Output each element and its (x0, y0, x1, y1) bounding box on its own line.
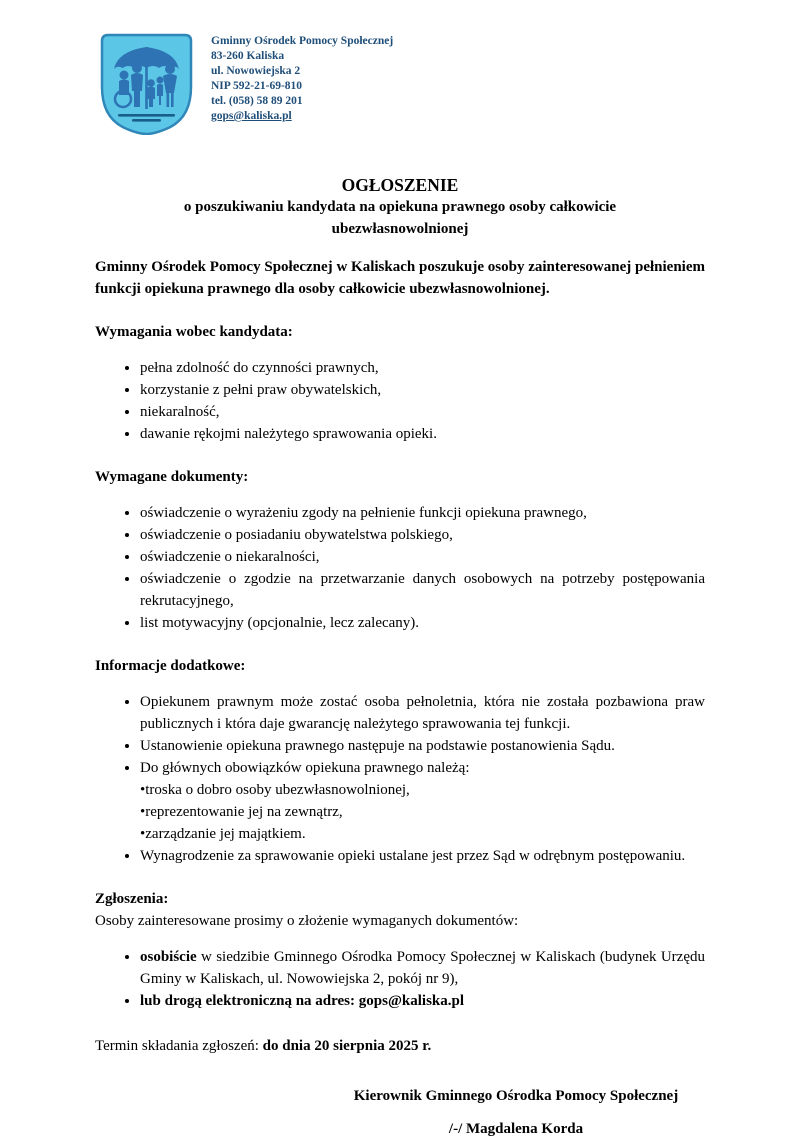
org-phone: tel. (058) 58 89 201 (211, 95, 303, 107)
org-nip: NIP 592-21-69-810 (211, 80, 303, 92)
bullet-list (95, 691, 705, 867)
bullet-item: • Ustanowienie opiekuna prawnego następuje na podstawie postanowienia Sądu. (140, 735, 705, 757)
title-block (95, 174, 705, 240)
org-name: Gminny Ośrodek Pomocy Społecznej (211, 35, 394, 47)
contact-block (211, 33, 393, 124)
bullet-item: • oświadczenie o wyrażeniu zgody na pełnienie funkcji opiekuna prawnego, (140, 502, 705, 524)
bullet-item: • Wynagrodzenie za sprawowanie opieki ustalane jest przez Sąd w odrębnym postępowaniu. (140, 845, 705, 867)
section-heading: Informacje dodatkowe: (95, 658, 246, 674)
application-method-item (140, 990, 705, 1012)
application-method-rest: w siedzibie Gminnego Ośrodka Pomocy Społecznej w Kaliskach (budynek Urzędu Gminy w Kaliskach, ul. Nowowiejska 2, pokój nr 9), (140, 949, 705, 987)
sub-bullet-item: • reprezentowanie jej na zewnątrz, (140, 801, 705, 823)
bullet-item: • niekaralność, (140, 401, 705, 423)
document-subtitle: o poszukiwaniu kandydata na opiekuna prawnego osoby całkowicie ubezwłasnowolnionej (183, 199, 617, 237)
bullet-item: • list motywacyjny (opcjonalnie, lecz zalecany). (140, 612, 705, 634)
section-0 (95, 321, 705, 445)
org-postal: 83-260 Kaliska (211, 50, 285, 62)
org-street: ul. Nowowiejska 2 (211, 65, 301, 77)
sub-bullet-item: • zarządzanie jej majątkiem. (140, 823, 705, 845)
sections-container (95, 321, 705, 867)
bullet-item: • pełna zdolność do czynności prawnych, (140, 357, 705, 379)
signature-block (335, 1085, 697, 1140)
deadline-label: Termin składania zgłoszeń: (95, 1038, 263, 1054)
bullet-item: • oświadczenie o posiadaniu obywatelstwa polskiego, (140, 524, 705, 546)
bullet-item: • korzystanie z pełni praw obywatelskich, (140, 379, 705, 401)
bullet-list (95, 357, 705, 445)
document-title: OGŁOSZENIE (341, 175, 459, 195)
bullet-list (95, 502, 705, 634)
section-1 (95, 466, 705, 634)
intro-paragraph: Gminny Ośrodek Pomocy Społecznej w Kaliskach poszukuje osoby zainteresowanej pełnieniem funkcji opiekuna prawnego dla osoby całkowicie ubezwłasnowolnionej. (95, 259, 705, 297)
deadline-value: do dnia 20 sierpnia 2025 r. (262, 1038, 432, 1054)
application-method-bold: lub drogą elektroniczną na adres: gops@kaliska.pl (140, 993, 465, 1009)
application-method-item (140, 946, 705, 990)
bullet-item: • oświadczenie o niekaralności, (140, 546, 705, 568)
org-email-link[interactable]: gops@kaliska.pl (211, 110, 292, 122)
applications-list (95, 946, 705, 1012)
gops-logo-shield-icon (100, 33, 193, 140)
applications-section (95, 888, 705, 1012)
section-2 (95, 655, 705, 867)
section-heading: Wymagane dokumenty: (95, 469, 249, 485)
deadline-line (95, 1035, 705, 1057)
bullet-item: • oświadczenie o zgodzie na przetwarzanie danych osobowych na potrzeby postępowania rekrutacyjnego, (140, 568, 705, 612)
section-heading: Wymagania wobec kandydata: (95, 324, 293, 340)
bullet-item: • Opiekunem prawnym może zostać osoba pełnoletnia, która nie została pozbawiona praw publicznych i która daje gwarancję należytego sprawowania tej funkcji. (140, 691, 705, 735)
bullet-item: • Do głównych obowiązków opiekuna prawnego należą: • troska o dobro osoby ubezwłasnowolnionej, • reprezentowanie jej na zewnątrz, • zarządzanie jej majątkiem. (140, 757, 705, 845)
application-method-bold: osobiście (140, 949, 197, 965)
applications-lead: Osoby zainteresowane prosimy o złożenie wymaganych dokumentów: (95, 913, 519, 929)
bullet-item: • dawanie rękojmi należytego sprawowania opieki. (140, 423, 705, 445)
letterhead (100, 33, 705, 140)
applications-heading: Zgłoszenia: (95, 891, 169, 907)
signature-role: Kierownik Gminnego Ośrodka Pomocy Społecznej (353, 1088, 679, 1104)
signature-name: /-/ Magdalena Korda (448, 1121, 584, 1137)
sub-bullet-item: • troska o dobro osoby ubezwłasnowolnionej, (140, 779, 705, 801)
